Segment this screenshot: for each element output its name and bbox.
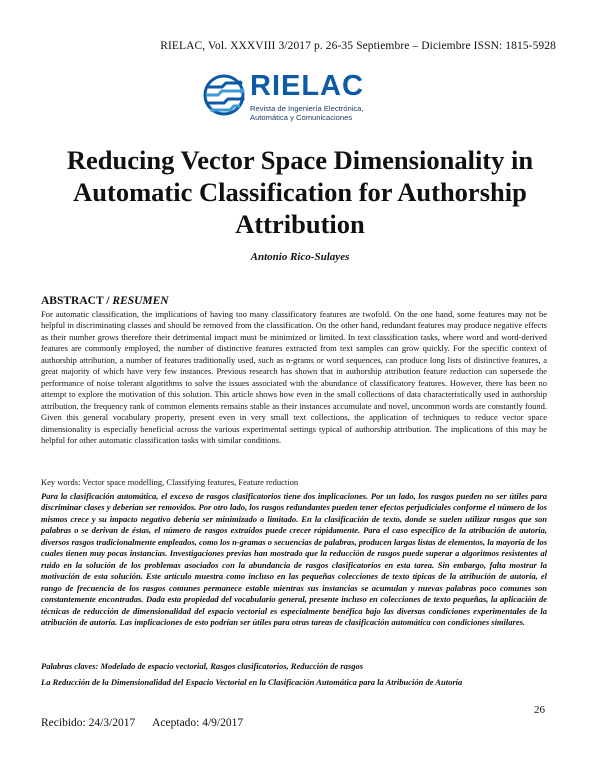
logo-subtitle-line1: Revista de Ingeniería Electrónica, [250,104,364,113]
logo-subtitle-line2: Automática y Comunicaciones [250,113,353,122]
palabras-claves: Palabras claves: Modelado de espacio vectorial, Rasgos clasificatorios, Reducción de rasgos [41,661,364,671]
dates-line [41,717,243,729]
journal-logo [202,70,422,122]
spanish-title: La Reducción de la Dimensionalidad del Espacio Vectorial en la Clasificación Automática para la Atribución de Autoría [41,677,463,687]
keywords: Key words: Vector space modelling, Classifying features, Feature reduction [41,477,299,487]
circuit-globe-icon [202,72,246,118]
page-number: 26 [534,704,545,716]
logo-wordmark: RIELAC [250,70,364,102]
abstract-heading [41,295,169,307]
received-date: Recibido: 24/3/2017 [41,717,136,729]
abstract-heading-es: RESUMEN [112,295,169,307]
resumen-text: Para la clasificación automática, el exceso de rasgos clasificatorios tiene dos implicaciones. Por un lado, los rasgos pueden no ser útiles para discriminar clases y deberían ser removidos. Por otro lado, los rasgos redundantes pueden tener efectos perjudiciales conforme el número de los mismos crece y su impacto negativo debería ser minimizado o limitado. En la clasificación de texto, donde se suelen utilizar rasgos que son palabras o se derivan de éstas, el número de rasgos extraídos puede crecer rápidamente. Para el caso específico de la atribución de autoría, diversos rasgos tradicionalmente empleados, como los n-gramas o secuencias de palabras, producen largas listas de elementos, la mayoría de los cuales tienen muy pocas instancias. Investigaciones previas han mostrado que la reducción de rasgos puede superar a algoritmos resistentes al ruido en la solución de los problemas asociados con la abundancia de rasgos clasificatorios en esta tarea. Sin embargo, falta mostrar la motivación de esta solución. Este artículo muestra como incluso en las pequeñas colecciones de texto típicas de la atribución de autoría, el rango de frecuencia de los rasgos comunes permanece estable mientras sus instancias se acumulan y nuevas palabras poco comunes son constantemente encontradas. Dada esta propiedad del vocabulario general, presente incluso en colecciones de texto pequeñas, la aplicación de técnicas de reducción de dimensionalidad del espacio vectorial es especialmente benéfica bajo las diversas condiciones experimentales de la atribución de autoría. Las implicaciones de esto podrían ser útiles para otras tareas de clasificación automática con condiciones similares. [41,491,547,627]
accepted-date: Aceptado: 4/9/2017 [152,717,244,729]
paper-author: Antonio Rico-Sulayes [250,251,350,263]
paper-title: Reducing Vector Space Dimensionality in Automatic Classification for Authorship Attribution [66,145,534,239]
abstract-text: For automatic classification, the implications of having too many classificatory features are twofold. On the one hand, some features may not be helpful in discriminating classes and should be removed from the classification. On the other hand, redundant features may produce negative effects as their number grows therefore their detrimental impact must be minimized or limited. In text classification tasks, where word and word-derived features are commonly employed, the number of distinctive features extracted from text samples can grow quickly. For the specific context of authorship attribution, a number of features traditionally used, such as n-grams or word sequences, can produce long lists of distinctive features, a great majority of which have very few instances. Previous research has shown that in authorship attribution feature reduction can supersede the performance of noise tolerant algorithms to solve the issues associated with the abundance of classificatory features. However, there has been no attempt to explore the motivation of this solution. This article shows how even in the small collections of data characteristically used in authorship attribution, the frequency rank of common elements remains stable as their instances accumulate and novel, uncommon words are constantly found. Given this general vocabulary property, present even in very small text collections, the application of techniques to reduce vector space dimensionality is especially beneficial across the various experimental settings typical of authorship attribution. The implications of this may be helpful for other automatic classification tasks with similar conditions. [41,309,547,445]
abstract-heading-en: ABSTRACT / [41,295,110,307]
journal-citation: RIELAC, Vol. XXXVIII 3/2017 p. 26-35 Septiembre – Diciembre ISSN: 1815-5928 [160,40,556,52]
